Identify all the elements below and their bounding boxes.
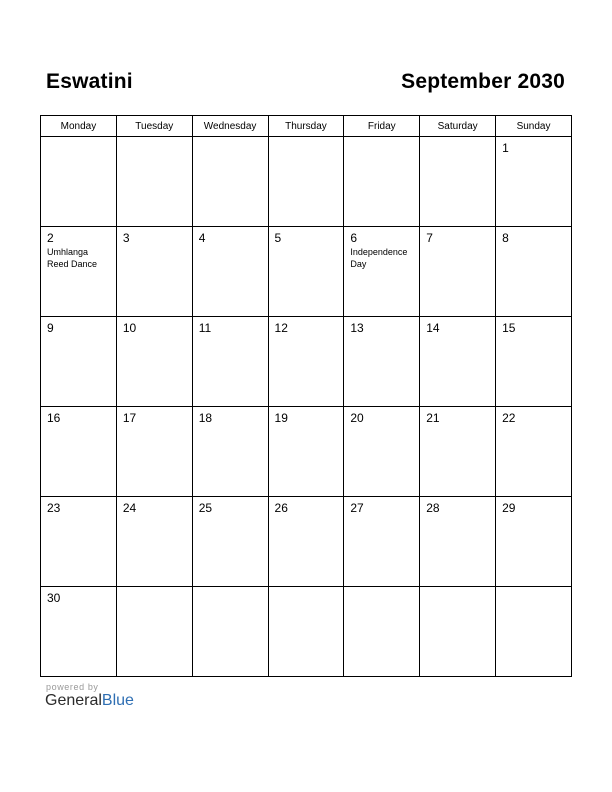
day-cell xyxy=(192,407,268,497)
day-cell xyxy=(268,497,344,587)
week-row xyxy=(41,137,572,227)
day-cell xyxy=(344,497,420,587)
day-number: 28 xyxy=(426,501,440,515)
day-number: 24 xyxy=(122,501,137,515)
day-number: 8 xyxy=(502,231,509,245)
day-number: 7 xyxy=(426,231,433,245)
weekday-header: Tuesday xyxy=(116,116,192,137)
day-cell xyxy=(192,317,268,407)
day-cell xyxy=(41,407,117,497)
day-cell xyxy=(268,317,344,407)
day-number: 5 xyxy=(274,231,282,245)
day-cell xyxy=(344,137,420,227)
day-cell xyxy=(420,317,496,407)
month-year-title: September 2030 xyxy=(401,70,565,93)
day-cell xyxy=(344,317,420,407)
day-cell xyxy=(496,137,572,227)
week-row xyxy=(41,587,572,677)
day-cell xyxy=(420,227,496,317)
day-cell xyxy=(420,137,496,227)
day-number: 1 xyxy=(502,141,509,155)
day-cell xyxy=(116,137,192,227)
day-cell xyxy=(116,227,192,317)
day-number: 22 xyxy=(502,411,516,425)
day-number: 2 xyxy=(47,231,54,245)
weekday-header-row xyxy=(41,116,572,137)
day-number: 27 xyxy=(350,501,364,515)
day-cell xyxy=(41,497,117,587)
week-row xyxy=(41,317,572,407)
day-cell xyxy=(41,317,117,407)
holiday-label: Umhlanga Reed Dance xyxy=(47,247,98,269)
day-number: 16 xyxy=(47,411,61,425)
weekday-header: Wednesday xyxy=(192,116,268,137)
day-cell xyxy=(192,137,268,227)
day-number: 30 xyxy=(47,591,61,605)
weekday-header: Thursday xyxy=(268,116,344,137)
day-cell xyxy=(496,317,572,407)
day-cell xyxy=(420,497,496,587)
day-cell xyxy=(116,587,192,677)
day-cell xyxy=(496,587,572,677)
calendar-body xyxy=(41,137,572,677)
weekday-header: Monday xyxy=(41,116,117,137)
day-number: 11 xyxy=(198,321,212,335)
calendar-grid xyxy=(40,115,572,677)
day-number: 4 xyxy=(198,231,206,245)
day-cell xyxy=(268,227,344,317)
day-number: 12 xyxy=(274,321,288,335)
day-number: 18 xyxy=(198,411,213,425)
day-cell xyxy=(496,497,572,587)
weekday-header: Sunday xyxy=(496,116,572,137)
week-row xyxy=(41,407,572,497)
footer-branding xyxy=(45,682,134,710)
day-number: 14 xyxy=(426,321,440,335)
day-number: 9 xyxy=(47,321,54,335)
day-number: 6 xyxy=(350,231,358,245)
day-number: 23 xyxy=(47,501,61,515)
day-number: 10 xyxy=(122,321,137,335)
day-number: 29 xyxy=(502,501,516,515)
day-cell xyxy=(268,137,344,227)
day-cell xyxy=(41,137,117,227)
day-cell xyxy=(192,497,268,587)
weekday-header: Friday xyxy=(344,116,420,137)
day-cell xyxy=(192,587,268,677)
weekday-header: Saturday xyxy=(420,116,496,137)
country-title: Eswatini xyxy=(46,70,133,93)
day-cell xyxy=(496,227,572,317)
day-cell xyxy=(344,407,420,497)
day-number: 19 xyxy=(274,411,288,425)
day-number: 25 xyxy=(198,501,213,515)
day-cell xyxy=(116,497,192,587)
brand-name-blue: Blue xyxy=(101,692,134,709)
day-number: 3 xyxy=(122,231,130,245)
day-cell xyxy=(192,227,268,317)
day-cell xyxy=(41,227,117,317)
day-cell xyxy=(420,587,496,677)
day-cell xyxy=(268,407,344,497)
day-cell xyxy=(116,317,192,407)
generalblue-logo xyxy=(45,692,134,710)
brand-name-general: General xyxy=(45,692,102,709)
day-cell xyxy=(344,587,420,677)
week-row xyxy=(41,497,572,587)
day-cell xyxy=(496,407,572,497)
day-cell xyxy=(116,407,192,497)
day-cell xyxy=(344,227,420,317)
day-number: 17 xyxy=(122,411,137,425)
day-number: 21 xyxy=(426,411,440,425)
day-number: 15 xyxy=(502,321,516,335)
day-number: 13 xyxy=(350,321,364,335)
day-cell xyxy=(41,587,117,677)
holiday-label: Independence Day xyxy=(350,247,408,269)
day-number: 26 xyxy=(274,501,288,515)
powered-by-text: powered by xyxy=(46,682,99,692)
day-cell xyxy=(420,407,496,497)
day-number: 20 xyxy=(350,411,364,425)
day-cell xyxy=(268,587,344,677)
week-row xyxy=(41,227,572,317)
